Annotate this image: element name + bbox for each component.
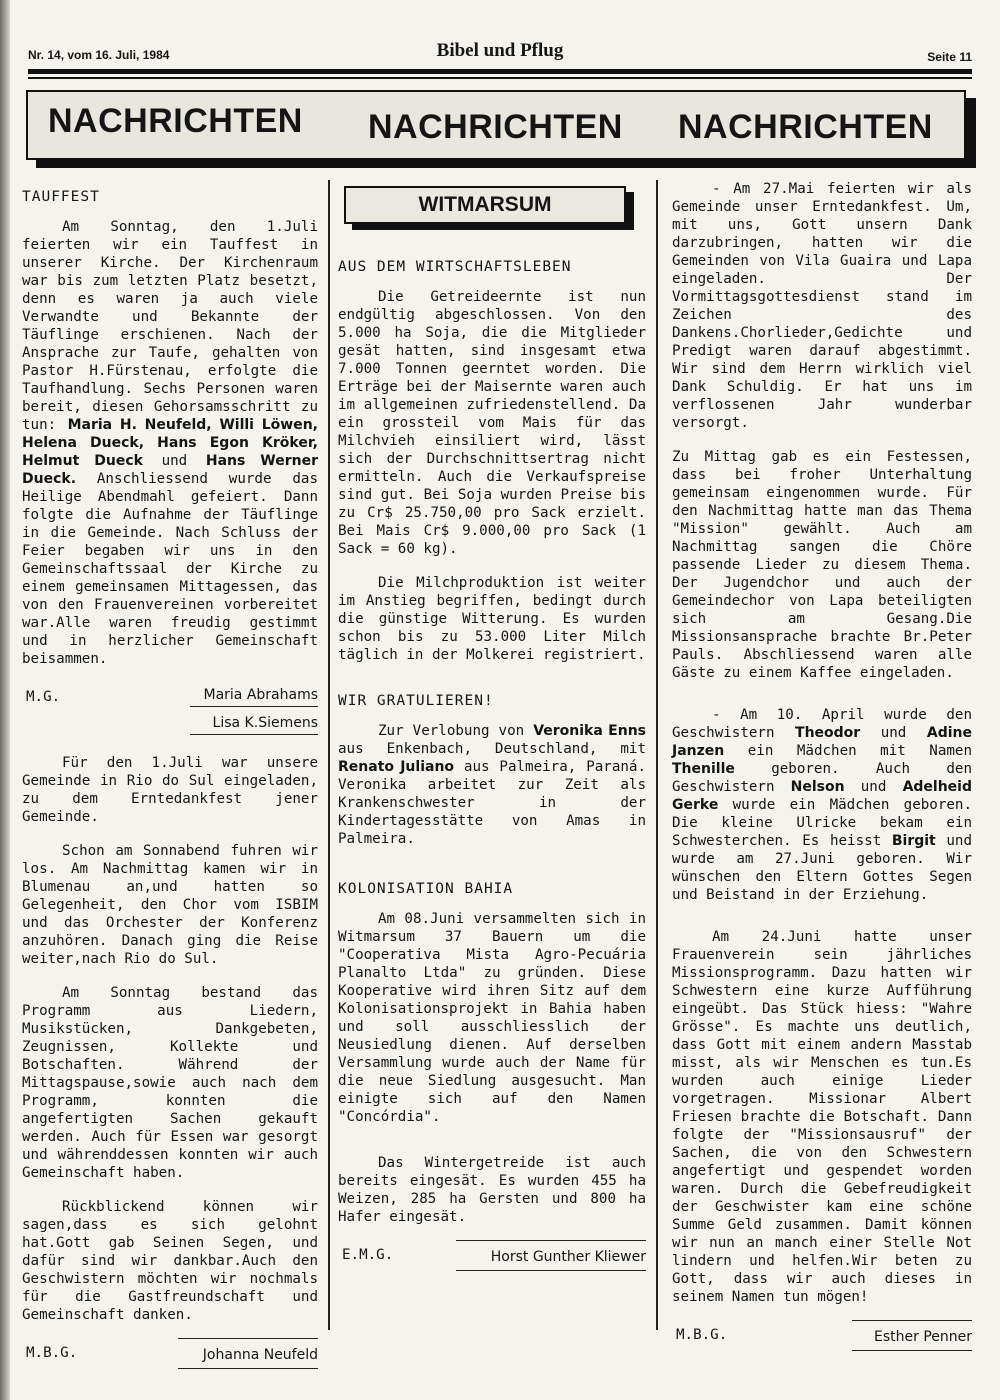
column-3: [672, 180, 972, 1350]
publication-title: Bibel und Pflug: [436, 40, 564, 61]
signature-block-2: [22, 1340, 318, 1368]
issue-label: Nr. 14, vom 16. Juli, 1984: [28, 48, 170, 62]
nachrichten-banner: [26, 90, 966, 160]
child-name: Thenille: [672, 761, 735, 777]
tauffest-heading: TAUFFEST: [22, 189, 100, 205]
engagement-text-b: aus Enkenbach, Deutschland, mit: [338, 741, 646, 757]
engagement-text-c: aus Palmeira, Paraná. Veronika arbeitet zur Zeit als Krankenschwester in der Kindertagesstätte von Amas in Palmeira.: [338, 759, 646, 847]
baptized-name-last: Hans Werner Dueck.: [22, 453, 319, 487]
births-text-e: und wurde am 27.Juni geboren. Wir wünschen den Eltern Gottes Segen und Beistand in der Erziehung.: [672, 833, 972, 903]
tauffest-text-b: Anschliessend wurde das Heilige Abendmahl gefeiert. Dann folgte die Aufnahme der Täuflinge in die Gemeinde. Nach Schluss der Feier begaben wir uns in den Gemeinschaftssaal der Kirche zu einem gemeinsamen Mittagessen, das von den Frauenvereinen vorbereitet war.Alle waren freudig gestimmt und in herzlicher Gemeinschaft beisammen.: [22, 471, 318, 667]
signature-name: Lisa K.Siemens: [212, 715, 318, 731]
binding-shadow: [0, 0, 10, 1400]
tauffest-paragraph: [22, 218, 318, 668]
rio-do-sul-paragraph: Für den 1.Juli war unsere Gemeinde in Rio do Sul eingeladen, zu dem Erntedankfest jener Gemeinde.: [22, 755, 318, 825]
cooperative-paragraph: Am 08.Juni versammelten sich in Witmarsum 37 Bauern um die "Cooperativa Mista Agro-Pecuária Planalto Ltda" zu gründen. Diese Kooperative wird ihren Sitz auf dem Kolonisationsprojekt in Bahia haben und soll ausschliesslich der Neusiedlung dienen. Auf derselben Versammlung wurde auch der Name für die neue Siedlung ausgesucht. Man einigte sich auf den Namen "Concórdia".: [338, 911, 646, 1125]
signature-initials: E.M.G.: [342, 1247, 394, 1263]
signature-name: Esther Penner: [874, 1329, 972, 1345]
engagement-paragraph: [338, 722, 646, 848]
witmarsum-title: WITMARSUM: [344, 186, 626, 224]
festessen-paragraph: Zu Mittag gab es ein Festessen, dass bei froher Unterhaltung gemeinsam eingenommen wurde. Für den Nachmittag hatte man das Thema "Mission" gewählt. Auch am Nachmittag sangen die Chöre passende Lieder zu diesem Thema. Der Jugendchor und auch der Gemeindechor von Lapa beteiligten sich am Gesang.Die Missionsansprache brachte Br.Peter Pauls. Abschliessend waren alle Gäste zu einem Kaffee eingeladen.: [672, 449, 972, 681]
signature-name: Maria Abrahams: [203, 687, 318, 703]
reflection-paragraph: Rückblickend können wir sagen,dass es sich gelohnt hat.Gott gab Seinen Segen, und dafür sind wir dankbar.Auch den Geschwistern möchten wir nochmals für die Gastfreundschaft und Gemeinschaft danken.: [22, 1199, 318, 1323]
winter-grain-paragraph: Das Wintergetreide ist auch bereits eingesät. Es wurden 455 ha Weizen, 285 ha Gersten und 800 ha Hafer eingesät.: [338, 1155, 646, 1225]
engagement-text-a: Zur Verlobung von: [378, 723, 534, 739]
signature-line: [852, 1350, 972, 1351]
program-paragraph: Am Sonntag bestand das Programm aus Liedern, Musikstücken, Dankgebeten, Zeugnissen, Kollekte und Botschaften. Während der Mittagspause,sowie auch nach dem Programm, konnten die angefertigten Sachen gekauft werden. Auch für Essen war gesorgt und währenddessen konnten wir auch Gemeinschaft haben.: [22, 985, 318, 1181]
blumenau-paragraph: Schon am Sonnabend fuhren wir los. Am Nachmittag kamen wir in Blumenau an,und hatten so Gelegenheit, den Chor vom ISBIM und das Orchester der Konferenz anzuhören. Danach ging die Reise weiter,nach Rio do Sul.: [22, 843, 318, 967]
births-paragraph: [672, 706, 972, 904]
milk-paragraph: Die Milchproduktion ist weiter im Anstieg begriffen, bedingt durch die günstige Witterung. Es wurden schon bis zu 53.000 Liter Milch täglich in der Molkerei registriert.: [338, 575, 646, 663]
harvest-paragraph: Die Getreideernte ist nun endgültig abgeschlossen. Von den 5.000 ha Soja, die die Mitglieder gesät hatten, sind insgesamt etwa 7.000 Tonnen geerntet worden. Die Erträge bei der Maisernte waren auch im allgemeinen zufriedenstellend. Da ein grossteil vom Mais für das Milchvieh einsiliert wird, lässt sich der Durchschnittsertrag nicht ermitteln. Auch die Verkaufspreise sind gut. Bei Soja wurden Preise bis zu Cr$ 25.750,00 pro Sack erzielt. Bei Mais Cr$ 9.000,00 pro Sack (1 Sack = 60 kg).: [338, 289, 646, 557]
header-rule-thick: [28, 69, 972, 74]
signature-line: [178, 1338, 318, 1339]
births-text-c: geboren. Auch den Geschwistern: [672, 761, 972, 795]
column-2: [338, 180, 646, 1270]
banner-word-2: NACHRICHTEN: [368, 108, 623, 146]
parent-name: Theodor: [795, 725, 861, 741]
births-text-d: wurde ein Mädchen geboren. Die kleine Ulricke bekam ein Schwesterchen. Es heisst: [672, 797, 972, 849]
column-divider-2: [656, 180, 658, 1330]
signature-block-4: [672, 1322, 972, 1350]
column-divider-1: [328, 180, 330, 1330]
header-rule-thin: [28, 77, 972, 79]
births-text-b: ein Mädchen mit Namen: [724, 743, 972, 759]
witmarsum-box: [344, 186, 634, 228]
bride-name: Veronika Enns: [533, 723, 646, 739]
page-header: [28, 40, 972, 70]
signature-line: [190, 706, 318, 707]
tauffest-text-a: Am Sonntag, den 1.Juli feierten wir ein Tauffest in unserer Kirche. Der Kirchenraum war bis zum letzten Platz besetzt, denn es waren ja auch viele Verwandte und Bekannte der Täuflinge erschienen. Nach der Ansprache zur Taufe, gehalten von Pastor H.Fürstenau, erfolgte die Taufhandlung. Sechs Personen waren bereit, diesen Gehorsamsschritt zu tun:: [22, 219, 318, 433]
signature-name: Johanna Neufeld: [202, 1347, 318, 1363]
economy-heading: AUS DEM WIRTSCHAFTSLEBEN: [338, 259, 572, 275]
births-and: und: [844, 779, 903, 795]
womens-group-paragraph: Am 24.Juni hatte unser Frauenverein sein jährliches Missionsprogramm. Dazu hatten wir Schwestern eine kurze Aufführung eingeübt. Das Stück hiess: "Wahre Grösse". Es machte uns deutlich, dass Gott mit einem andern Masstab misst, als wir Menschen es tun.Es wurden auch einige Lieder vorgetragen. Missionar Albert Friesen brachte die Botschaft. Dann folgte der "Missionsausruf" der Sachen, die von den Schwestern angefertigt und gespendet worden waren. Durch die Gebefreudigkeit der Geschwister kam eine schöne Summe Geld zusammen. Damit können wir nun an manch einer Stelle Not lindern und helfen.Wir beten zu Gott, dass wir auch dieses in seinem Namen tun mögen!: [672, 929, 972, 1305]
groom-name: Renato Juliano: [338, 759, 455, 775]
colonization-heading: KOLONISATION BAHIA: [338, 881, 514, 897]
signature-initials: M.G.: [26, 689, 61, 705]
signature-name: Horst Gunther Kliewer: [490, 1249, 646, 1265]
harvest-festival-paragraph: - Am 27.Mai feierten wir als Gemeinde unser Erntedankfest. Um, mit uns, Gott unsern Dank darzubringen, hatten wir die Gemeinden von Vila Guaira und Lapa eingeladen. Der Vormittagsgottesdienst stand im Zeichen des Dankens.Chorlieder,Gedichte und Predigt waren darauf abgestimmt. Wir sind dem Herrn wirklich viel Dank Schuldig. Er hat uns im verflossenen Jahr wunderbar versorgt.: [672, 181, 972, 431]
births-and: und: [860, 725, 927, 741]
banner-word-3: NACHRICHTEN: [678, 108, 933, 146]
signature-line: [178, 1368, 318, 1369]
births-text-a: - Am 10. April wurde den Geschwistern: [672, 707, 972, 741]
column-1: [22, 180, 318, 1368]
page-number: Seite 11: [927, 50, 972, 64]
signature-block-1: [22, 684, 318, 740]
parent-name: Nelson: [790, 779, 845, 795]
child-name: Birgit: [891, 833, 936, 849]
signature-block-3: [338, 1242, 646, 1270]
parent-name: Adine Janzen: [672, 725, 972, 759]
signature-initials: M.B.G.: [26, 1345, 78, 1361]
signature-line: [456, 1270, 646, 1271]
congratulations-heading: WIR GRATULIEREN!: [338, 693, 494, 709]
tauffest-and: und: [142, 453, 206, 469]
signature-line: [456, 1240, 646, 1241]
signature-line: [190, 734, 318, 735]
baptized-names: Maria H. Neufeld, Willi Löwen, Helena Dueck, Hans Egon Kröker, Helmut Dueck: [22, 417, 318, 469]
banner-word-1: NACHRICHTEN: [48, 102, 303, 140]
signature-initials: M.B.G.: [676, 1327, 728, 1343]
signature-line: [852, 1320, 972, 1321]
parent-name: Adelheid Gerke: [672, 779, 972, 813]
